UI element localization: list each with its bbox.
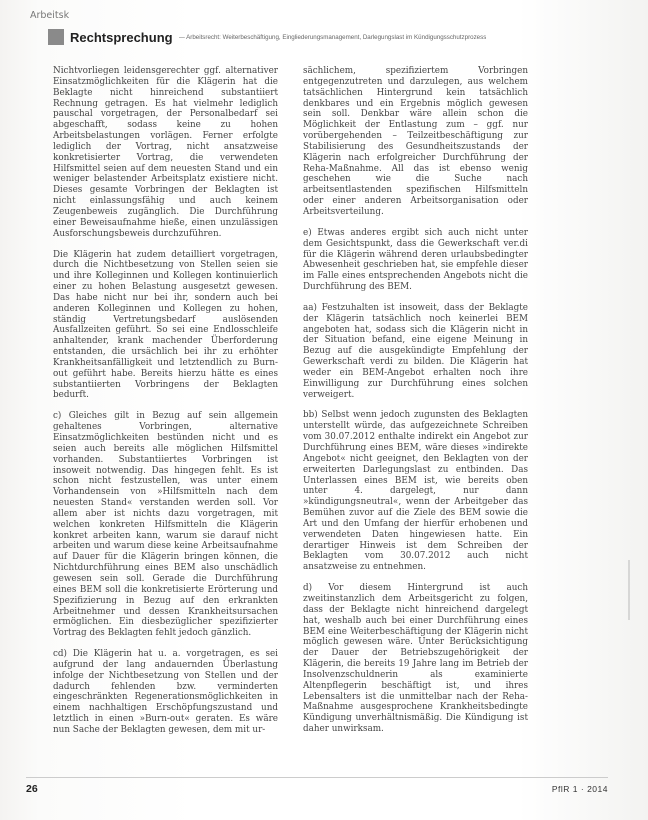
paragraph: bb) Selbst wenn jedoch zugunsten des Beklagten unterstellt würde, das aufgezeichnete Schreiben vom 30.07.2012 enthalte indirekt ein Angebot zur Durchführung eines BEM, wäre dieses »indirekte Angebot« nicht geeignet, den Beklagten von der erweiterten Darlegungslast zu entbinden. Das Unterlassen eines BEM ist, wie bereits oben unter 4. dargelegt, nur dann »kündigungsneutral«, wenn der Arbeitgeber das Bemühen zuvor auf die Ziele des BEM sowie die Art und den Umfang der hierfür erhobenen und verwendeten Daten hingewiesen hatte. Ein derartiger Hinweis ist dem Schreiben der Beklagten vom 30.07.2012 auch nicht ansatzweise zu entnehmen. (303, 410, 528, 573)
section-kicker: Arbeitsk (30, 10, 70, 21)
paragraph: Nichtvorliegen leidensgerechter ggf. alternativer Einsatzmöglichkeiten für die Klägerin hat die Beklagte nicht hinreichend substantiiert Rechnung getragen. Es hat vielmehr lediglich pauschal vorgetragen, der Personalbedarf sei abgeschafft, sodass keine zu hohen Arbeitsbelastungen vorlägen. Ferner erfolgte lediglich der Vortrag, nicht ansatzweise konkretisierter Vortrag, die verwendeten Hilfsmittel seien auf dem neuesten Stand und ein weniger belastender Arbeitsplatz existiere nicht. Dieses gesamte Vorbringen der Beklagten ist nicht einlassungsfähig und auch keinem Zeugenbeweis zugänglich. Die Durchführung einer Beweisaufnahme hieße, einen unzulässigen Ausforschungsbeweis durchzuführen. (53, 66, 278, 239)
paragraph: c) Gleiches gilt in Bezug auf sein allgemein gehaltenes Vorbringen, alternative Einsatzmöglichkeiten bestünden nicht und es seien auch bereits alle möglichen Hilfsmittel vorhanden. Substantiiertes Vorbringen ist insoweit notwendig. Das hingegen fehlt. Es ist schon nicht festzustellen, was unter einem Vorhandensein von »Hilfsmitteln nach dem neuesten Stand« verstanden werden soll. Vor allem aber ist nichts dazu vorgetragen, mit welchen konkreten Hilfsmitteln die Klägerin konkret arbeiten kann, warum sie darauf nicht arbeiten und warum diese keine Arbeitsaufnahme auf Dauer für die Klägerin bringen können, die Nichtdurchführung eines BEM also unschädlich gewesen sein soll. Gerade die Durchführung eines BEM soll die konkretisierte Erörterung und Spezifizierung in Bezug auf den erkrankten Arbeitnehmer und dessen Krankheitsursachen ermöglichen. Ein diesbezüglicher spezifizierter Vortrag des Beklagten fehlt jedoch gänzlich. (53, 411, 278, 639)
section-title: Rechtsprechung (70, 29, 173, 45)
page-number: 26 (26, 783, 38, 795)
section-subtitle: — Arbeitsrecht: Weiterbeschäftigung, Eingliederungsmanagement, Darlegungslast im Kündigungsschutzprozess (178, 33, 487, 41)
paragraph: sächlichem, spezifiziertem Vorbringen entgegenzutreten und darzulegen, aus welchem tatsächlichen Hintergrund kein tatsächlich denkbares und ein Ergebnis möglich gewesen sein soll. Denkbar wäre allein schon die Möglichkeit der Entlastung zum – ggf. nur vorübergehenden – Teilzeitbeschäftigung zur Stabilisierung des Gesundheitszustands der Klägerin nach erfolgreicher Durchführung der Reha-Maßnahme. All das ist ebenso wenig geschehen wie die Suche nach arbeitsentlastenden spezifischen Hilfsmitteln oder einer anderen Arbeitsorganisation oder Arbeitsverteilung. (303, 66, 528, 217)
paragraph: d) Vor diesem Hintergrund ist auch zweitinstanzlich dem Arbeitsgericht zu folgen, dass der Beklagte nicht hinreichend dargelegt hat, weshalb auch bei einer Durchführung eines BEM eine Weiterbeschäftigung der Klägerin nicht möglich gewesen wäre. Unter Berücksichtigung der Dauer der Betriebszugehörigkeit der Klägerin, die bereits 19 Jahre lang im Betrieb der Insolvenzschuldnerin als examinierte Altenpflegerin beschäftigt ist, und ihres Lebensalters ist die unmittelbar nach der Reha-Maßnahme ausgesprochene Krankheitsbedingte Kündigung unverhältnismäßig. Die Kündigung ist daher unwirksam. (303, 583, 528, 735)
paragraph: cd) Die Klägerin hat u. a. vorgetragen, es sei aufgrund der lang andauernden Überlastung infolge der Nichtbesetzung von Stellen und der dadurch fehlenden bzw. verminderten eingeschränkten Regenerationsmöglichkeiten in einem nachhaltigen Erschöpfungszustand und letztlich in einen »Burn-out« geraten. Es wäre nun Sache der Beklagten gewesen, dem mit ur- (53, 649, 278, 735)
left-text-column (53, 66, 278, 746)
page-footer (26, 782, 608, 796)
journal-issue: PflR 1 · 2014 (551, 784, 608, 794)
paragraph: Die Klägerin hat zudem detailliert vorgetragen, durch die Nichtbesetzung von Stellen seien sie und ihre Kolleginnen und Kollegen kontinuierlich einer zu hohen Belastung ausgesetzt gewesen. Das habe nicht nur bei ihr, sondern auch bei anderen Kolleginnen und Kollegen zu hohen, ständig Vertretungsbedarf auslösenden Ausfallzeiten geführt. So sei eine Endlosschleife anhaltender, krank machender Überforderung entstanden, die ursächlich bei ihr zu erhöhter Krankheitsanfälligkeit und letztendlich zu Burn-out geführt habe. Bereits hierzu hätte es eines substantiierten Vorbringens der Beklagten bedurft. (53, 249, 278, 401)
paragraph: aa) Festzuhalten ist insoweit, dass der Beklagte der Klägerin tatsächlich noch keinerlei BEM angeboten hat, sodass sich die Klägerin nicht in der Situation befand, eine eigene Meinung in Bezug auf die ausgekündigte Empfehlung der Gewerkschaft verdi zu bilden. Die Klägerin hat weder ein BEM-Angebot erhalten noch ihre Einwilligung zur Durchführung eines solchen verweigert. (303, 302, 528, 400)
header-marker-square (48, 29, 64, 45)
paper-mark (628, 560, 630, 620)
footer-divider (26, 777, 608, 778)
paragraph: e) Etwas anderes ergibt sich auch nicht unter dem Gesichtspunkt, dass die Gewerkschaft ver.di für die Klägerin während deren urlaubsbedingter Abwesenheit geschrieben hat, sie empfehle dieser im Falle eines entsprechenden Angebots nicht die Durchführung des BEM. (303, 227, 528, 293)
right-text-column (303, 66, 528, 745)
section-header (48, 29, 614, 45)
